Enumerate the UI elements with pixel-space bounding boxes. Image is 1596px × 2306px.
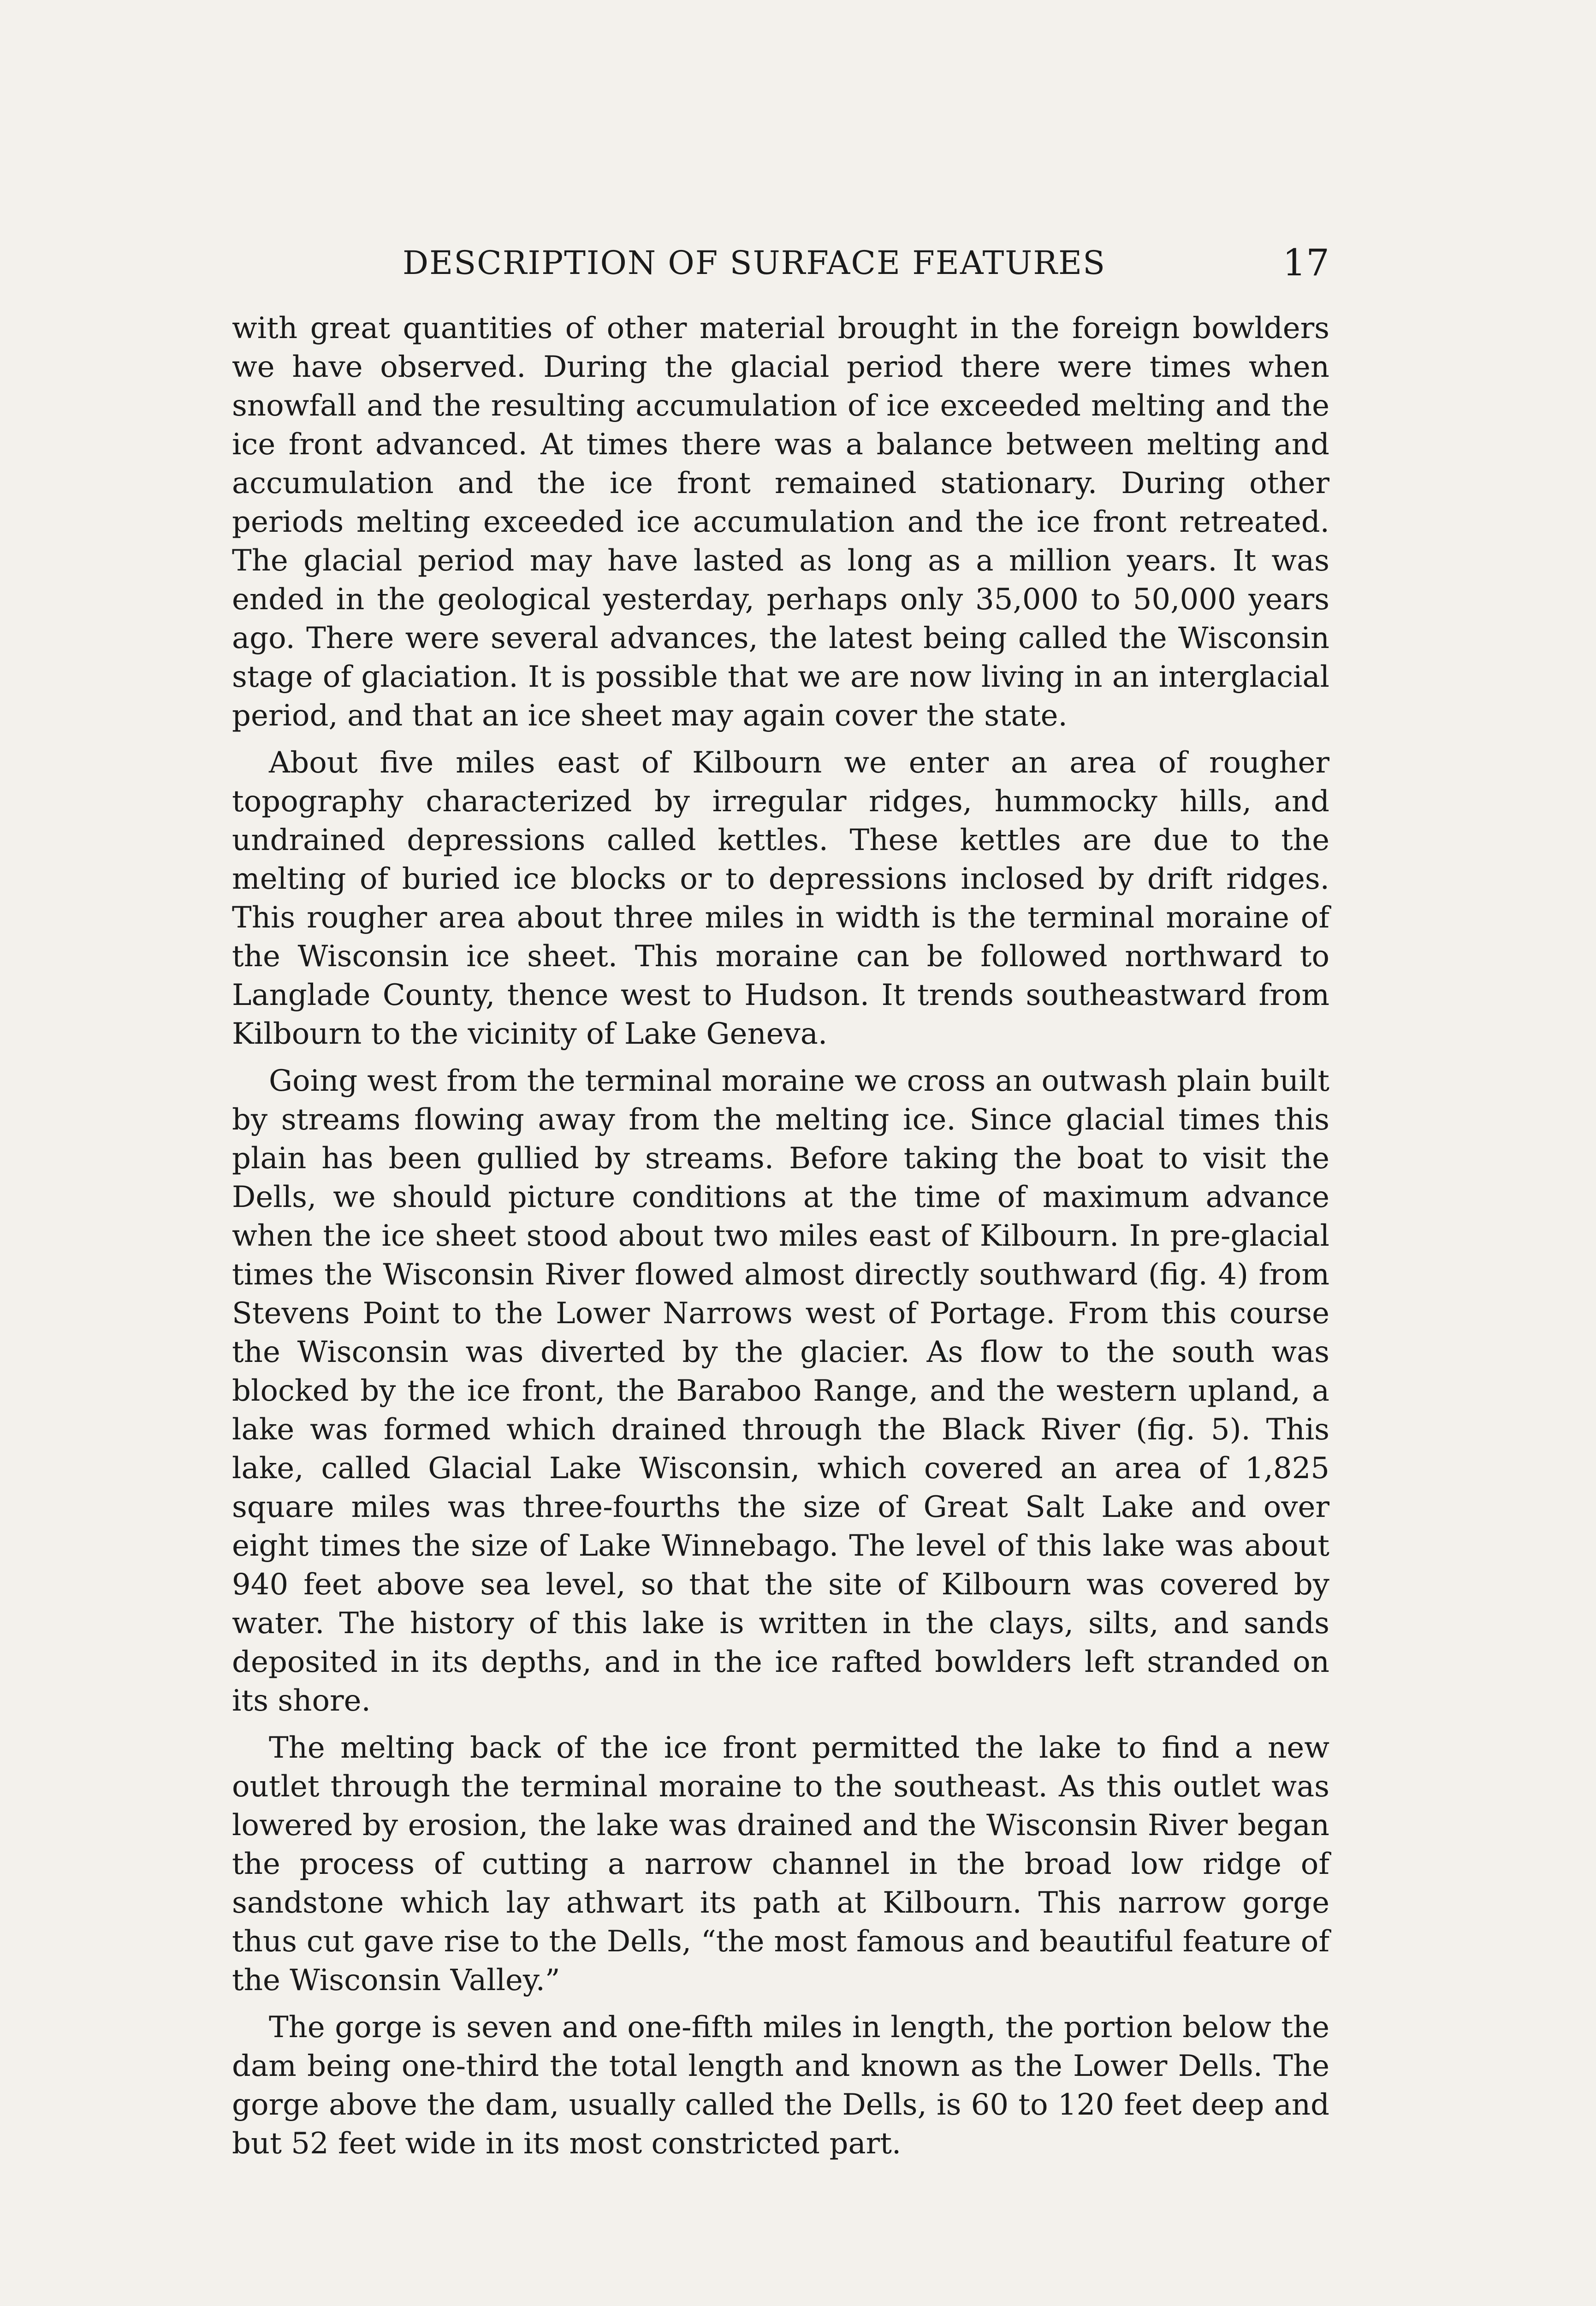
body-text [232, 309, 1329, 2171]
paragraph-1: with great quantities of other material brought in the foreign bowlders we have observed. During the glacial period there were times when snowfall and the resulting accumulation of ice exceeded melting and the ice front advanced. At times there was a balance between melting and accumulation and the ice front remained stationary. During other periods melting exceeded ice accumulation and the ice front retreated. The glacial period may have lasted as long as a million years. It was ended in the geological yesterday, perhaps only 35,000 to 50,000 years ago. There were several advances, the latest being called the Wisconsin stage of glaciation. It is possible that we are now living in an interglacial period, and that an ice sheet may again cover the state. [232, 311, 1329, 733]
paragraph-5: The gorge is seven and one-fifth miles in length, the portion below the dam being one-third the total length and known as the Lower Dells. The gorge above the dam, usually called the Dells, is 60 to 120 feet deep and but 52 feet wide in its most constricted part. [232, 2010, 1329, 2161]
chapter-title: DESCRIPTION OF SURFACE FEATURES [403, 244, 1106, 282]
paragraph-4: The melting back of the ice front permitted the lake to find a new outlet through the terminal moraine to the southeast. As this outlet was lowered by erosion, the lake was drained and the Wisconsin River began the process of cutting a narrow channel in the broad low ridge of sandstone which lay athwart its path at Kilbourn. This narrow gorge thus cut gave rise to the Dells, “the most famous and beautiful feature of the Wisconsin Valley.” [232, 1731, 1329, 1997]
paragraph-3: Going west from the terminal moraine we cross an outwash plain built by streams flowing away from the melting ice. Since glacial times this plain has been gullied by streams. Before taking the boat to visit the Dells, we should picture conditions at the time of maximum advance when the ice sheet stood about two miles east of Kilbourn. In pre-glacial times the Wisconsin River flowed almost directly southward (fig. 4) from Stevens Point to the Lower Narrows west of Portage. From this course the Wisconsin was diverted by the glacier. As flow to the south was blocked by the ice front, the Baraboo Range, and the western upland, a lake was formed which drained through the Black River (fig. 5). This lake, called Glacial Lake Wisconsin, which covered an area of 1,825 square miles was three-fourths the size of Great Salt Lake and over eight times the size of Lake Winnebago. The level of this lake was about 940 feet above sea level, so that the site of Kilbourn was covered by water. The history of this lake is written in the clays, silts, and sands deposited in its depths, and in the ice rafted bowlders left stranded on its shore. [232, 1064, 1329, 1718]
running-head [232, 235, 1329, 291]
paragraph-2: About five miles east of Kilbourn we enter an area of rougher topography characterized by irregular ridges, hummocky hills, and undrained depressions called kettles. These kettles are due to the melting of buried ice blocks or to depressions inclosed by drift ridges. This rougher area about three miles in width is the terminal moraine of the Wisconsin ice sheet. This moraine can be followed northward to Langlade County, thence west to Hudson. It trends southeastward from Kilbourn to the vicinity of Lake Geneva. [232, 746, 1329, 1051]
page-number: 17 [1282, 241, 1329, 284]
